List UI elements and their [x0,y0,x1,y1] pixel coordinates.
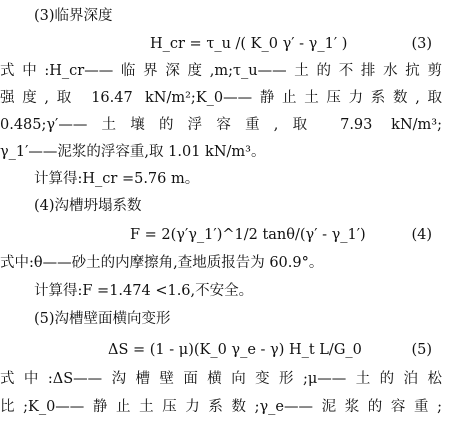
definition-line: 式中:H_cr——临界深度,m;τ_u——土的不排水抗剪 [0,63,442,79]
equation-5-formula: ΔS = (1 - μ)(K_0 γ_e - γ) H_t L/G_0 [108,342,362,358]
definition-line: γ_1′——泥浆的浮容重,取 1.01 kN/m³。 [0,144,266,160]
equation-4-formula: F = 2(γ′γ_1′)^1/2 tanθ/(γ′ - γ_1′) [130,227,366,243]
section-heading-lateral-deformation: (5)沟槽壁面横向变形 [34,311,171,327]
equation-3 [0,31,450,57]
section-heading-critical-depth: (3)临界深度 [34,8,113,24]
equation-5 [0,337,450,363]
equation-4 [0,222,450,248]
definition-line: 式中:θ——砂土的内摩擦角,查地质报告为 60.9°。 [0,255,324,271]
result-critical-depth: 计算得:H_cr =5.76 m。 [34,171,200,187]
equation-4-number: (4) [411,227,432,243]
equation-3-formula: H_cr = τ_u /( K_0 γ′ - γ_1′ ) [150,36,348,52]
equation-5-number: (5) [411,342,432,358]
definition-line: 强度,取 16.47 kN/m²;K_0——静止土压力系数,取 [0,90,442,106]
definition-line: 式中:ΔS——沟槽壁面横向变形;μ——土的泊松 [0,371,442,387]
equation-3-number: (3) [411,36,432,52]
definition-line: 0.485;γ′——土壤的浮容重,取 7.93 kN/m³; [0,117,442,133]
section-heading-collapse-coefficient: (4)沟槽坍塌系数 [34,198,142,214]
result-collapse-coefficient: 计算得:F =1.474 <1.6,不安全。 [34,283,254,299]
definition-line: 比;K_0——静止土压力系数;γ_e——泥浆的容重; [0,399,442,415]
